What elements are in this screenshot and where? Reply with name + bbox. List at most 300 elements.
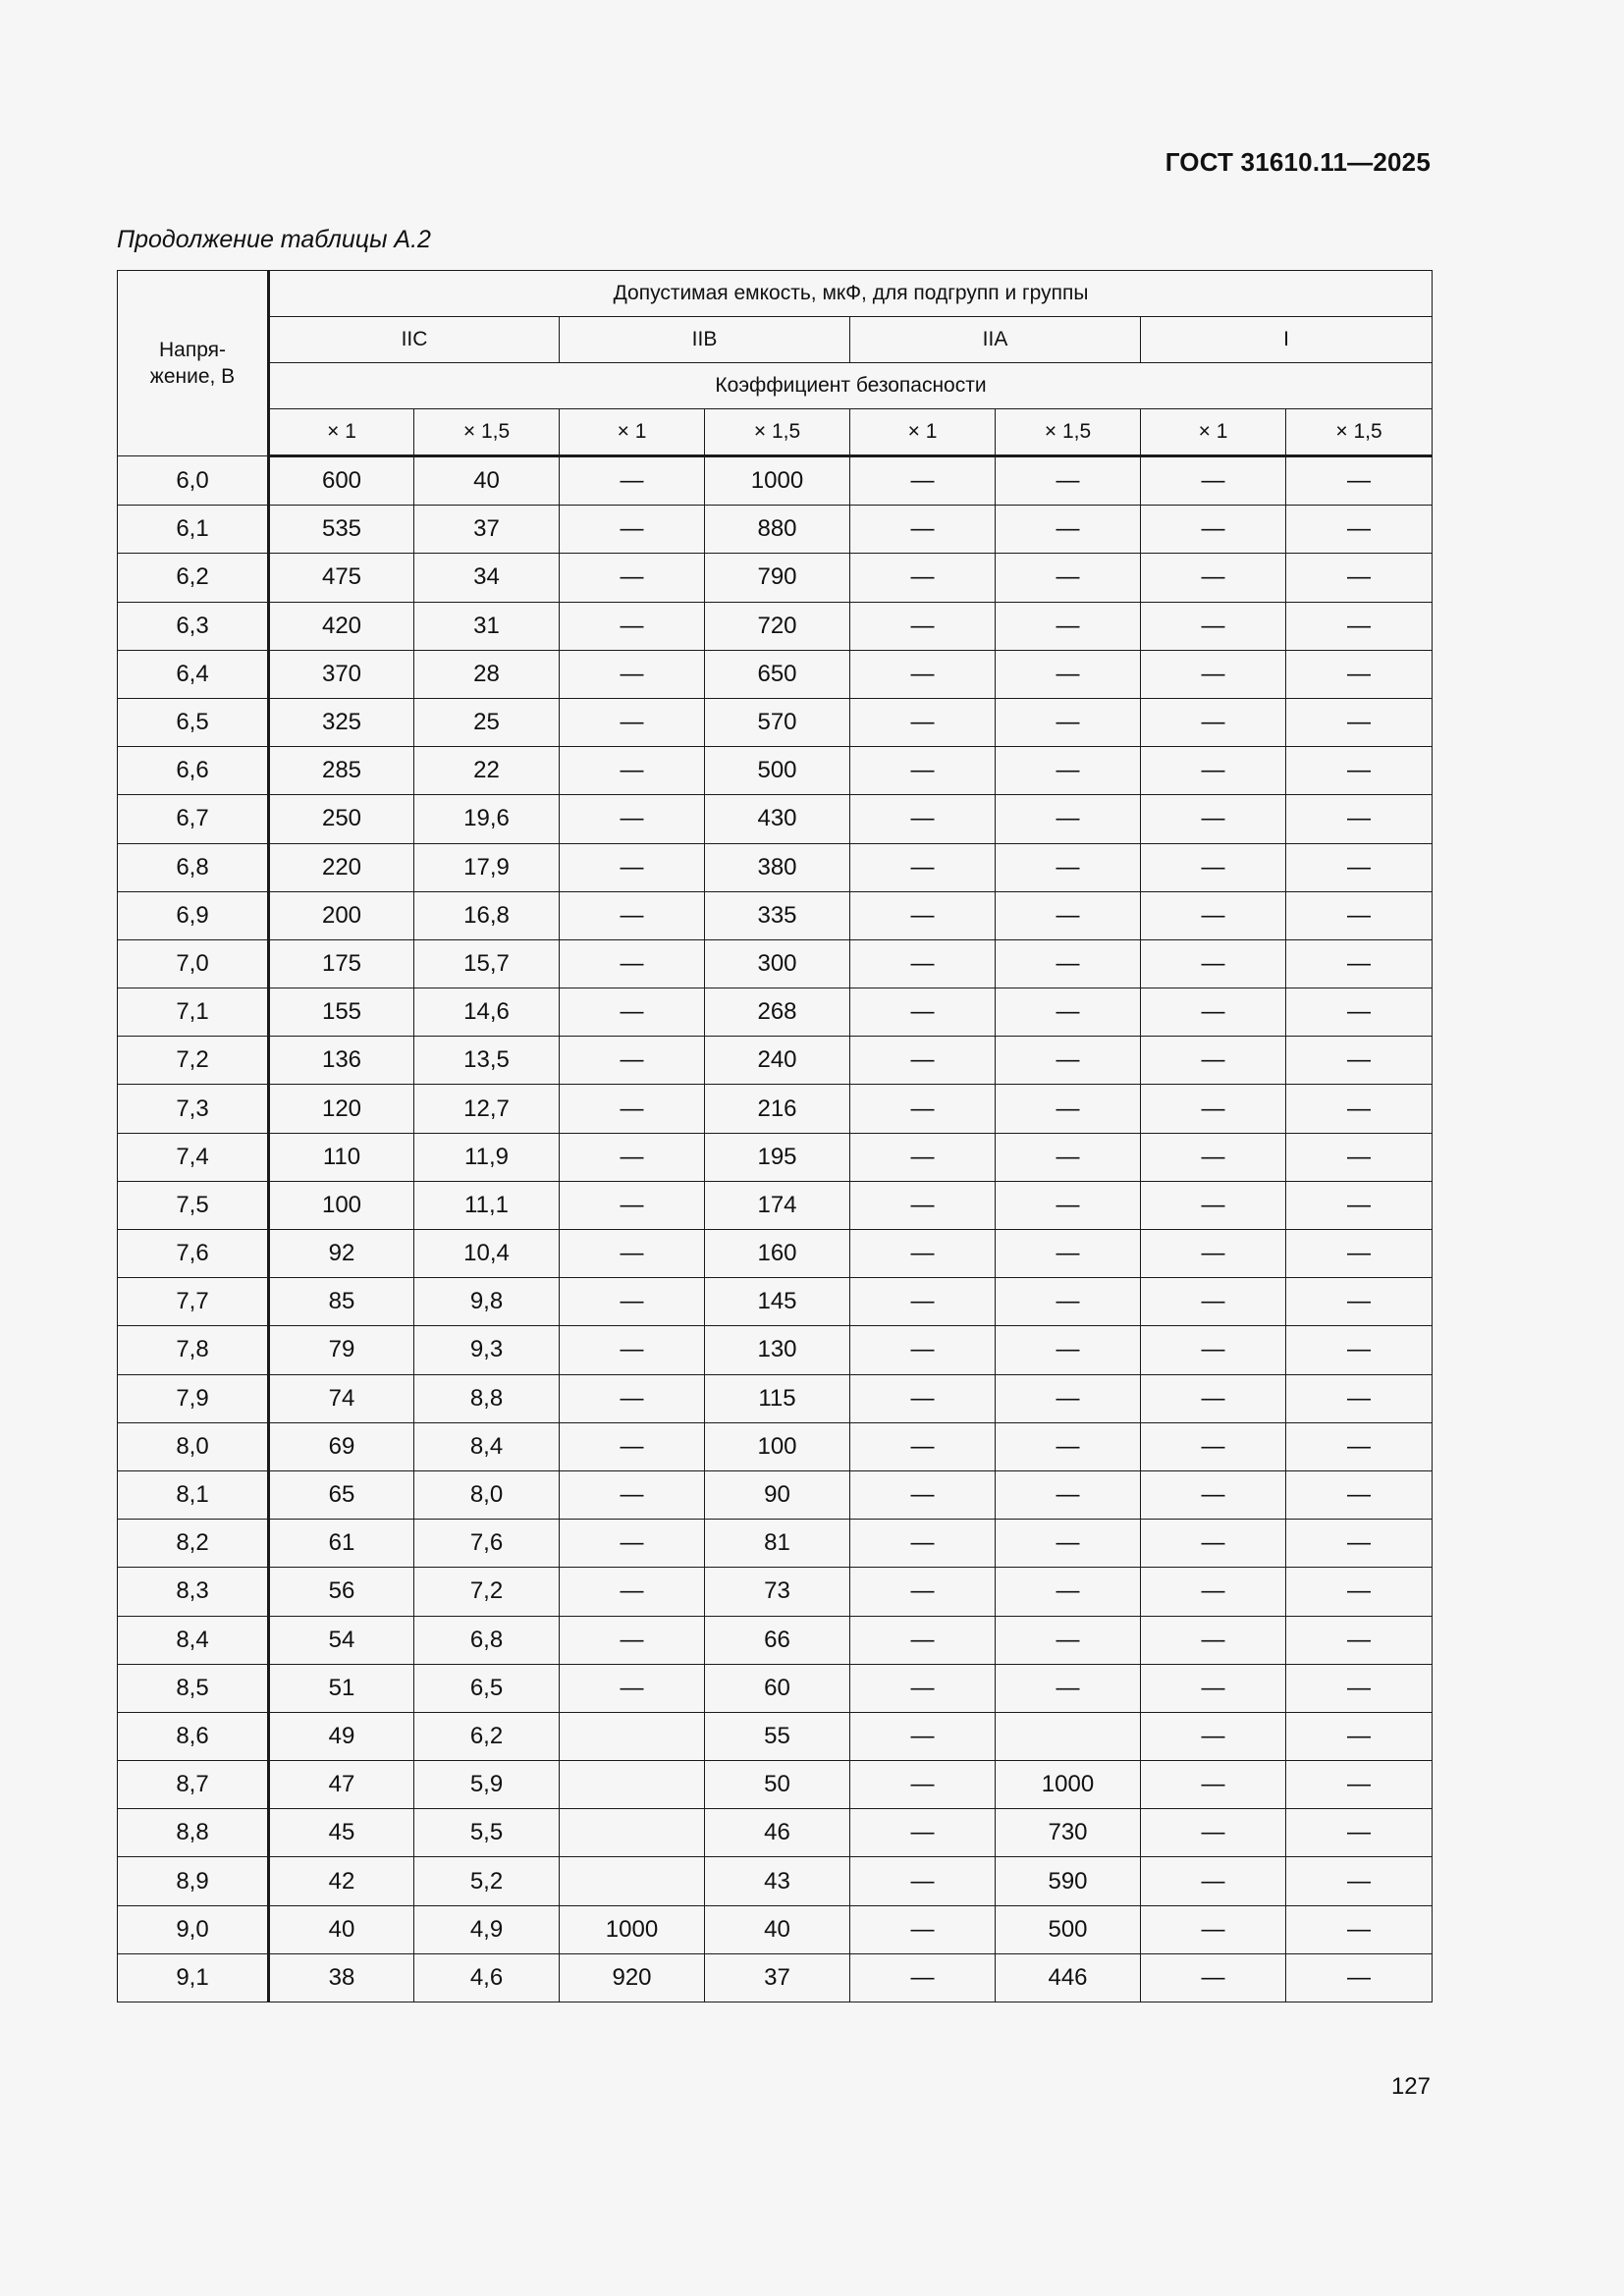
capacity-cell — [560, 1857, 705, 1905]
voltage-cell: 6,3 — [118, 602, 269, 650]
capacity-cell: — — [1141, 1857, 1286, 1905]
capacity-cell: — — [1141, 1809, 1286, 1857]
voltage-cell: 8,1 — [118, 1470, 269, 1519]
capacity-cell: — — [850, 650, 996, 698]
capacity-cell: — — [996, 1326, 1141, 1374]
capacity-cell: — — [996, 988, 1141, 1037]
capacity-cell: 73 — [705, 1568, 850, 1616]
table-row — [118, 843, 1433, 891]
capacity-cell: — — [1141, 1761, 1286, 1809]
capacity-cell: 40 — [414, 456, 560, 506]
capacity-cell: 60 — [705, 1664, 850, 1712]
capacity-cell: — — [1286, 1085, 1433, 1133]
capacity-cell: — — [560, 698, 705, 746]
capacity-header: Допустимая емкость, мкФ, для подгрупп и группы — [269, 271, 1433, 317]
capacity-cell: 4,6 — [414, 1953, 560, 2002]
table-row — [118, 650, 1433, 698]
capacity-cell: 115 — [705, 1374, 850, 1422]
capacity-cell: 720 — [705, 602, 850, 650]
capacity-cell: — — [850, 456, 996, 506]
capacity-cell: — — [1286, 1905, 1433, 1953]
capacity-cell: — — [1286, 1520, 1433, 1568]
capacity-cell: 47 — [269, 1761, 414, 1809]
capacity-cell: 19,6 — [414, 795, 560, 843]
voltage-cell: 7,3 — [118, 1085, 269, 1133]
table-row — [118, 1568, 1433, 1616]
capacity-cell: — — [996, 891, 1141, 939]
capacity-cell: 200 — [269, 891, 414, 939]
capacity-cell: — — [560, 1374, 705, 1422]
capacity-cell: — — [1286, 1422, 1433, 1470]
factor-header: × 1 — [269, 409, 414, 456]
table-row — [118, 1712, 1433, 1760]
capacity-cell: — — [560, 843, 705, 891]
group-header: IIA — [850, 317, 1141, 363]
capacity-cell: 100 — [705, 1422, 850, 1470]
capacity-cell: 31 — [414, 602, 560, 650]
capacity-cell: 880 — [705, 506, 850, 554]
capacity-cell: 56 — [269, 1568, 414, 1616]
capacity-cell: 69 — [269, 1422, 414, 1470]
table-row — [118, 1085, 1433, 1133]
capacity-cell: 42 — [269, 1857, 414, 1905]
capacity-cell: 420 — [269, 602, 414, 650]
capacity-cell: — — [1286, 1181, 1433, 1229]
capacity-cell: 1000 — [996, 1761, 1141, 1809]
capacity-cell: — — [1286, 1761, 1433, 1809]
capacity-cell: — — [1286, 795, 1433, 843]
table-row — [118, 939, 1433, 988]
group-header: I — [1141, 317, 1433, 363]
voltage-cell: 7,7 — [118, 1278, 269, 1326]
table-row — [118, 1422, 1433, 1470]
voltage-cell: 8,4 — [118, 1616, 269, 1664]
capacity-cell: — — [560, 1326, 705, 1374]
capacity-cell: 4,9 — [414, 1905, 560, 1953]
capacity-cell: 65 — [269, 1470, 414, 1519]
capacity-cell: 46 — [705, 1809, 850, 1857]
capacity-cell: — — [996, 456, 1141, 506]
capacity-cell: 66 — [705, 1616, 850, 1664]
capacity-cell: — — [1141, 1230, 1286, 1278]
capacity-cell: — — [1286, 1230, 1433, 1278]
table-row — [118, 1278, 1433, 1326]
capacity-cell: — — [1141, 1133, 1286, 1181]
capacity-cell: — — [996, 602, 1141, 650]
capacity-cell: — — [850, 1037, 996, 1085]
capacity-cell: 7,6 — [414, 1520, 560, 1568]
capacity-cell: — — [1141, 1905, 1286, 1953]
voltage-cell: 6,5 — [118, 698, 269, 746]
capacity-cell: — — [996, 1520, 1141, 1568]
capacity-cell: — — [1141, 843, 1286, 891]
capacity-cell: — — [850, 795, 996, 843]
table-row — [118, 1037, 1433, 1085]
capacity-cell: — — [996, 1085, 1141, 1133]
capacity-cell: 5,5 — [414, 1809, 560, 1857]
table-caption: Продолжение таблицы А.2 — [117, 226, 431, 253]
capacity-cell: 220 — [269, 843, 414, 891]
capacity-cell: — — [560, 1520, 705, 1568]
table-row — [118, 1616, 1433, 1664]
factor-header: × 1 — [850, 409, 996, 456]
capacity-cell: — — [560, 456, 705, 506]
capacity-cell: 34 — [414, 554, 560, 602]
capacity-cell: — — [560, 1181, 705, 1229]
capacity-cell: — — [1286, 456, 1433, 506]
safety-factor-header: Коэффициент безопасности — [269, 363, 1433, 409]
capacity-cell: 28 — [414, 650, 560, 698]
capacity-cell: — — [996, 554, 1141, 602]
capacity-cell: 12,7 — [414, 1085, 560, 1133]
voltage-cell: 8,9 — [118, 1857, 269, 1905]
table-row — [118, 554, 1433, 602]
capacity-cell: 195 — [705, 1133, 850, 1181]
capacity-cell: 81 — [705, 1520, 850, 1568]
capacity-cell: — — [1286, 1568, 1433, 1616]
capacity-cell: 1000 — [560, 1905, 705, 1953]
capacity-cell: — — [1141, 1037, 1286, 1085]
capacity-cell: — — [850, 747, 996, 795]
voltage-header — [118, 271, 269, 456]
capacity-cell: — — [560, 1664, 705, 1712]
capacity-cell: — — [996, 1422, 1141, 1470]
capacity-cell: 500 — [705, 747, 850, 795]
capacity-cell: — — [1141, 650, 1286, 698]
voltage-cell: 6,7 — [118, 795, 269, 843]
capacity-cell: — — [850, 1085, 996, 1133]
voltage-cell: 6,8 — [118, 843, 269, 891]
voltage-cell: 8,6 — [118, 1712, 269, 1760]
voltage-cell: 6,6 — [118, 747, 269, 795]
capacity-cell: — — [1286, 1857, 1433, 1905]
capacity-cell: — — [996, 1278, 1141, 1326]
group-header: IIC — [269, 317, 560, 363]
capacity-cell: — — [1141, 1568, 1286, 1616]
factor-header: × 1,5 — [705, 409, 850, 456]
capacity-cell: 370 — [269, 650, 414, 698]
capacity-cell: — — [850, 939, 996, 988]
capacity-cell: — — [560, 891, 705, 939]
capacity-cell: 22 — [414, 747, 560, 795]
capacity-cell: — — [850, 843, 996, 891]
capacity-cell: — — [1286, 891, 1433, 939]
document-code: ГОСТ 31610.11—2025 — [1164, 147, 1431, 177]
capacity-cell: — — [560, 1616, 705, 1664]
capacity-cell: 250 — [269, 795, 414, 843]
capacity-cell: — — [996, 1616, 1141, 1664]
capacity-cell: — — [1141, 891, 1286, 939]
capacity-cell: 380 — [705, 843, 850, 891]
capacity-cell: 9,3 — [414, 1326, 560, 1374]
capacity-cell: — — [996, 939, 1141, 988]
voltage-cell: 6,2 — [118, 554, 269, 602]
capacity-cell: — — [850, 1905, 996, 1953]
voltage-header-text: Напря- жение, В — [149, 338, 236, 388]
capacity-cell: — — [1286, 747, 1433, 795]
table-row — [118, 1181, 1433, 1229]
voltage-cell: 8,8 — [118, 1809, 269, 1857]
capacity-cell: 10,4 — [414, 1230, 560, 1278]
capacity-cell: — — [1286, 1133, 1433, 1181]
table-row — [118, 698, 1433, 746]
capacity-cell: 8,0 — [414, 1470, 560, 1519]
capacity-cell: — — [1286, 988, 1433, 1037]
table-row — [118, 1230, 1433, 1278]
capacity-cell: — — [1286, 939, 1433, 988]
capacity-cell: 74 — [269, 1374, 414, 1422]
capacity-cell: 5,9 — [414, 1761, 560, 1809]
capacity-cell: — — [1141, 747, 1286, 795]
capacity-cell: 14,6 — [414, 988, 560, 1037]
capacity-cell: 216 — [705, 1085, 850, 1133]
capacity-cell: 160 — [705, 1230, 850, 1278]
voltage-cell: 6,4 — [118, 650, 269, 698]
capacity-cell: — — [560, 602, 705, 650]
capacity-cell: — — [850, 1470, 996, 1519]
capacity-cell: — — [996, 1230, 1141, 1278]
capacity-cell: — — [1286, 1374, 1433, 1422]
capacity-cell: — — [1141, 1520, 1286, 1568]
capacity-cell: — — [1141, 939, 1286, 988]
table-row — [118, 1133, 1433, 1181]
capacity-cell: — — [560, 1568, 705, 1616]
capacity-cell: — — [1286, 1712, 1433, 1760]
capacity-cell: — — [560, 795, 705, 843]
capacity-cell: — — [850, 698, 996, 746]
capacity-cell: — — [1286, 554, 1433, 602]
capacity-cell: 5,2 — [414, 1857, 560, 1905]
capacity-cell: — — [850, 1520, 996, 1568]
factor-header: × 1 — [560, 409, 705, 456]
capacity-cell: — — [1286, 1809, 1433, 1857]
capacity-cell: — — [1141, 1181, 1286, 1229]
capacity-cell: — — [850, 1568, 996, 1616]
capacity-cell: — — [1286, 1664, 1433, 1712]
capacity-cell: — — [1286, 650, 1433, 698]
capacity-cell: — — [1286, 843, 1433, 891]
capacity-cell: 6,8 — [414, 1616, 560, 1664]
table-row — [118, 795, 1433, 843]
capacity-cell: — — [1141, 1616, 1286, 1664]
capacity-cell: — — [996, 1133, 1141, 1181]
table-row — [118, 1374, 1433, 1422]
voltage-cell: 8,7 — [118, 1761, 269, 1809]
voltage-cell: 9,0 — [118, 1905, 269, 1953]
capacity-cell: — — [850, 1953, 996, 2002]
capacity-cell: 79 — [269, 1326, 414, 1374]
capacity-cell: — — [1141, 1326, 1286, 1374]
factor-header: × 1,5 — [414, 409, 560, 456]
capacity-cell: — — [996, 747, 1141, 795]
capacity-cell: — — [850, 1326, 996, 1374]
capacity-cell: — — [996, 1374, 1141, 1422]
capacity-cell: — — [1286, 1326, 1433, 1374]
capacity-cell: — — [996, 506, 1141, 554]
capacity-cell: — — [850, 1422, 996, 1470]
capacity-cell: 6,2 — [414, 1712, 560, 1760]
capacity-cell: — — [560, 939, 705, 988]
voltage-cell: 7,0 — [118, 939, 269, 988]
capacity-cell: 175 — [269, 939, 414, 988]
capacity-cell: 8,4 — [414, 1422, 560, 1470]
capacity-cell: — — [1286, 506, 1433, 554]
table-row — [118, 1520, 1433, 1568]
table-row — [118, 1664, 1433, 1712]
capacity-cell: 51 — [269, 1664, 414, 1712]
capacity-cell: — — [850, 1181, 996, 1229]
voltage-cell: 8,3 — [118, 1568, 269, 1616]
capacity-cell: 6,5 — [414, 1664, 560, 1712]
capacity-cell: — — [850, 554, 996, 602]
voltage-cell: 7,2 — [118, 1037, 269, 1085]
capacity-cell: 335 — [705, 891, 850, 939]
capacity-cell: — — [560, 650, 705, 698]
capacity-cell: — — [850, 1133, 996, 1181]
capacity-cell: 54 — [269, 1616, 414, 1664]
capacity-cell: — — [560, 554, 705, 602]
table-row — [118, 506, 1433, 554]
capacity-cell: — — [850, 1278, 996, 1326]
table-row — [118, 1905, 1433, 1953]
capacity-cell: — — [1286, 1278, 1433, 1326]
capacity-cell: — — [850, 988, 996, 1037]
capacity-cell: 85 — [269, 1278, 414, 1326]
capacity-cell: — — [1141, 1422, 1286, 1470]
table-row — [118, 1953, 1433, 2002]
capacity-cell: — — [996, 650, 1141, 698]
table-row — [118, 602, 1433, 650]
capacity-cell: 920 — [560, 1953, 705, 2002]
capacity-cell: — — [560, 988, 705, 1037]
capacity-cell — [560, 1809, 705, 1857]
capacity-cell: — — [1286, 1470, 1433, 1519]
voltage-cell: 7,8 — [118, 1326, 269, 1374]
capacity-cell: — — [1286, 602, 1433, 650]
capacity-cell: — — [1141, 602, 1286, 650]
capacity-cell: — — [1141, 1374, 1286, 1422]
voltage-cell: 7,4 — [118, 1133, 269, 1181]
capacity-cell: 650 — [705, 650, 850, 698]
capacity-cell: 40 — [705, 1905, 850, 1953]
capacity-cell: 100 — [269, 1181, 414, 1229]
capacity-cell: — — [850, 891, 996, 939]
capacity-cell: — — [850, 1857, 996, 1905]
capacity-cell: 16,8 — [414, 891, 560, 939]
factor-header: × 1 — [1141, 409, 1286, 456]
capacity-cell: — — [1286, 1953, 1433, 2002]
capacity-cell: 43 — [705, 1857, 850, 1905]
capacity-cell: 285 — [269, 747, 414, 795]
capacity-cell — [560, 1712, 705, 1760]
capacity-cell: — — [1141, 1278, 1286, 1326]
table-row — [118, 988, 1433, 1037]
voltage-cell: 7,9 — [118, 1374, 269, 1422]
capacity-cell: 55 — [705, 1712, 850, 1760]
voltage-cell: 6,0 — [118, 456, 269, 506]
capacity-cell: 300 — [705, 939, 850, 988]
capacity-cell: 8,8 — [414, 1374, 560, 1422]
capacity-cell: 430 — [705, 795, 850, 843]
capacity-cell: — — [1141, 506, 1286, 554]
capacity-cell: — — [1141, 554, 1286, 602]
capacity-cell: — — [1141, 1953, 1286, 2002]
voltage-cell: 7,6 — [118, 1230, 269, 1278]
voltage-cell: 6,1 — [118, 506, 269, 554]
capacity-cell: 240 — [705, 1037, 850, 1085]
capacity-cell: 475 — [269, 554, 414, 602]
capacity-cell: — — [560, 1422, 705, 1470]
capacity-cell: 325 — [269, 698, 414, 746]
capacity-cell: 9,8 — [414, 1278, 560, 1326]
capacity-cell: 535 — [269, 506, 414, 554]
voltage-cell: 8,5 — [118, 1664, 269, 1712]
group-header: IIB — [560, 317, 850, 363]
capacity-cell: 7,2 — [414, 1568, 560, 1616]
capacity-cell: — — [560, 1278, 705, 1326]
capacity-cell: — — [1141, 1470, 1286, 1519]
capacity-cell: — — [1141, 456, 1286, 506]
capacity-cell: — — [560, 1230, 705, 1278]
capacity-cell: 15,7 — [414, 939, 560, 988]
voltage-cell: 6,9 — [118, 891, 269, 939]
capacity-cell: 590 — [996, 1857, 1141, 1905]
capacity-cell: — — [1141, 795, 1286, 843]
capacity-cell: — — [560, 1470, 705, 1519]
capacity-cell: — — [996, 1568, 1141, 1616]
capacity-cell: 130 — [705, 1326, 850, 1374]
capacity-cell: — — [996, 1664, 1141, 1712]
capacity-cell: — — [560, 1037, 705, 1085]
capacity-cell: 45 — [269, 1809, 414, 1857]
capacity-cell: 155 — [269, 988, 414, 1037]
table-row — [118, 1761, 1433, 1809]
capacity-cell: — — [996, 698, 1141, 746]
capacity-cell: — — [560, 747, 705, 795]
capacity-cell: 500 — [996, 1905, 1141, 1953]
capacity-cell: — — [850, 1230, 996, 1278]
table-row — [118, 891, 1433, 939]
capacity-cell — [996, 1712, 1141, 1760]
capacity-cell: 40 — [269, 1905, 414, 1953]
table-row — [118, 1326, 1433, 1374]
capacity-cell: — — [1141, 1712, 1286, 1760]
capacity-cell: 145 — [705, 1278, 850, 1326]
factor-header: × 1,5 — [1286, 409, 1433, 456]
factor-header: × 1,5 — [996, 409, 1141, 456]
capacity-cell: 61 — [269, 1520, 414, 1568]
capacity-cell: — — [996, 1470, 1141, 1519]
capacity-cell: 17,9 — [414, 843, 560, 891]
capacity-cell: 11,1 — [414, 1181, 560, 1229]
capacity-cell: — — [996, 1037, 1141, 1085]
table-row — [118, 1470, 1433, 1519]
capacity-cell: 50 — [705, 1761, 850, 1809]
capacity-cell: — — [560, 506, 705, 554]
capacity-cell: 49 — [269, 1712, 414, 1760]
capacity-cell: 730 — [996, 1809, 1141, 1857]
voltage-cell: 7,1 — [118, 988, 269, 1037]
capacity-cell: — — [1286, 698, 1433, 746]
capacity-cell: 37 — [705, 1953, 850, 2002]
capacity-cell: — — [1141, 988, 1286, 1037]
capacity-cell: — — [850, 1664, 996, 1712]
capacity-cell: 1000 — [705, 456, 850, 506]
capacitance-table — [117, 270, 1433, 2002]
voltage-cell: 7,5 — [118, 1181, 269, 1229]
page-number: 127 — [1390, 2073, 1431, 2100]
capacity-cell: 790 — [705, 554, 850, 602]
